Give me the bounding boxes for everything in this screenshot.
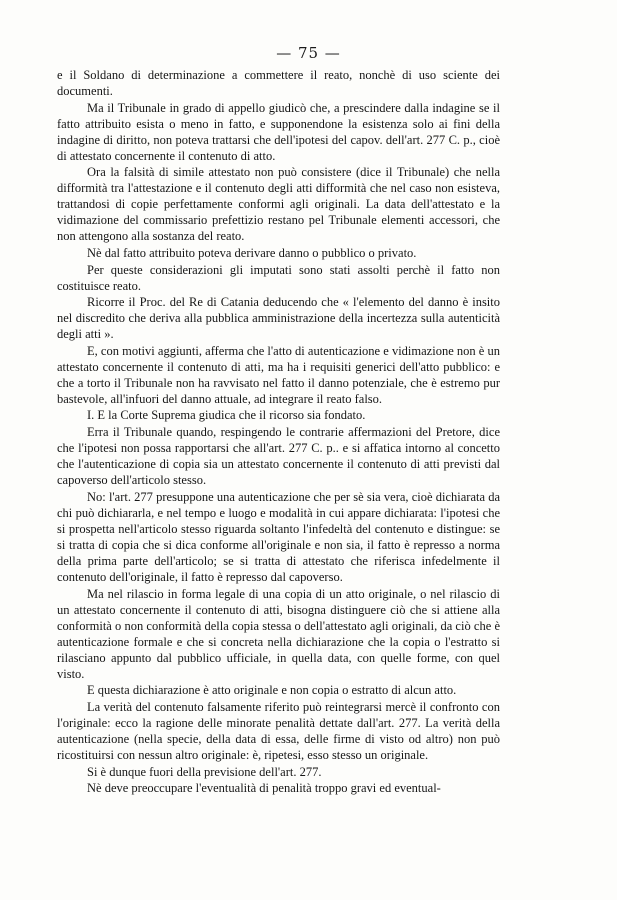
paragraph: Si è dunque fuori della previsione dell'art. 277. bbox=[87, 764, 322, 779]
paragraph: Ora la falsità di simile attestato non può consistere (dice il Tribunale) che nella difformità tra l'attestazione e il contenuto degli atti difformità che nel caso non esisteva, trattandosi di copie perfettamente conformi agli originali. La data dell'attestato e la vidimazione del commissario prefettizio restano pel Tribunale elementi accessori, che non attengono alla sostanza del reato. bbox=[57, 165, 500, 244]
paragraph: e il Soldano di determinazione a commettere il reato, nonchè di uso sciente dei documenti. bbox=[57, 68, 500, 99]
paragraph: Ricorre il Proc. del Re di Catania deducendo che « l'elemento del danno è insito nel discredito che deriva alla pubblica amministrazione della incertezza sulla autenticità degli atti ». bbox=[57, 295, 500, 342]
paragraph: Erra il Tribunale quando, respingendo le contrarie affermazioni del Pretore, dice che l'ipotesi non possa rapportarsi che all'art. 277 C. p.. e si affatica intorno al concetto che l'autenticazione di copia sia un attestato concernente il contenuto di atti previsti dal capoverso dell'articolo stesso. bbox=[57, 425, 500, 488]
body-text bbox=[57, 67, 500, 797]
paragraph: I. E la Corte Suprema giudica che il ricorso sia fondato. bbox=[87, 408, 366, 423]
paragraph: La verità del contenuto falsamente riferito può reintegrarsi mercè il confronto con l'originale: ecco la ragione delle minorate penalità dettate dall'art. 277. La verità della autenticazione (nella specie, della data di essa, delle firme di visto od altro) non può ricostituirsi con nessun altro originale: è, ripetesi, esso stesso un originale. bbox=[57, 699, 500, 762]
paragraph: No: l'art. 277 presuppone una autenticazione che per sè sia vera, cioè dichiarata da chi può dichiararla, e nel tempo e luogo e modalità in cui appare dichiarata: l'ipotesi che si prospetta nell'articolo stesso riguarda soltanto l'infedeltà del contenuto e distingue: se si tratta di copia che si dica conforme all'originale e non sia, il fatto è represso a norma della prima parte dell'articolo; se si tratta di attestato che riferisca infedelmente il contenuto dell'originale, il fatto è represso dal capoverso. bbox=[57, 489, 500, 584]
paragraph: Nè dal fatto attribuito poteva derivare danno o pubblico o privato. bbox=[87, 246, 417, 261]
paragraph: Ma il Tribunale in grado di appello giudicò che, a prescindere dalla indagine se il fatto attribuito esista o meno in fatto, e supponendone la esistenza solo ai fini della indagine di diritto, non poteva trattarsi che dell'ipotesi del capov. dell'art. 277 C. p., cioè di attestato concernente il contenuto di atto. bbox=[57, 100, 500, 163]
paragraph: Ma nel rilascio in forma legale di una copia di un atto originale, o nel rilascio di un attestato concernente il contenuto di atti, bisogna distinguere ciò che si attiene alla conformità o non conformità della copia stessa o dell'attestato agli originali, da ciò che è autenticazione formale e che si concreta nella dichiarazione che la copia o l'estratto si rilasciano appunto dal pubblico ufficiale, in quella data, con quelle forme, con quel visto. bbox=[57, 586, 500, 681]
paragraph: E, con motivi aggiunti, afferma che l'atto di autenticazione e vidimazione non è un attestato concernente il contenuto di atti, ma ha i requisiti generici dell'atto pubblico: e che a torto il Tribunale non ha ravvisato nel fatto il danno potenziale, che è estremo pur bastevole, all'infuori del danno attuale, ad integrare il reato falso. bbox=[57, 343, 500, 406]
page-number: — 75 — bbox=[276, 44, 341, 62]
paragraph: Per queste considerazioni gli imputati sono stati assolti perchè il fatto non costituisce reato. bbox=[57, 262, 500, 293]
paragraph: Nè deve preoccupare l'eventualità di penalità troppo gravi ed eventual- bbox=[87, 781, 441, 796]
paragraph: E questa dichiarazione è atto originale e non copia o estratto di alcun atto. bbox=[87, 683, 457, 698]
